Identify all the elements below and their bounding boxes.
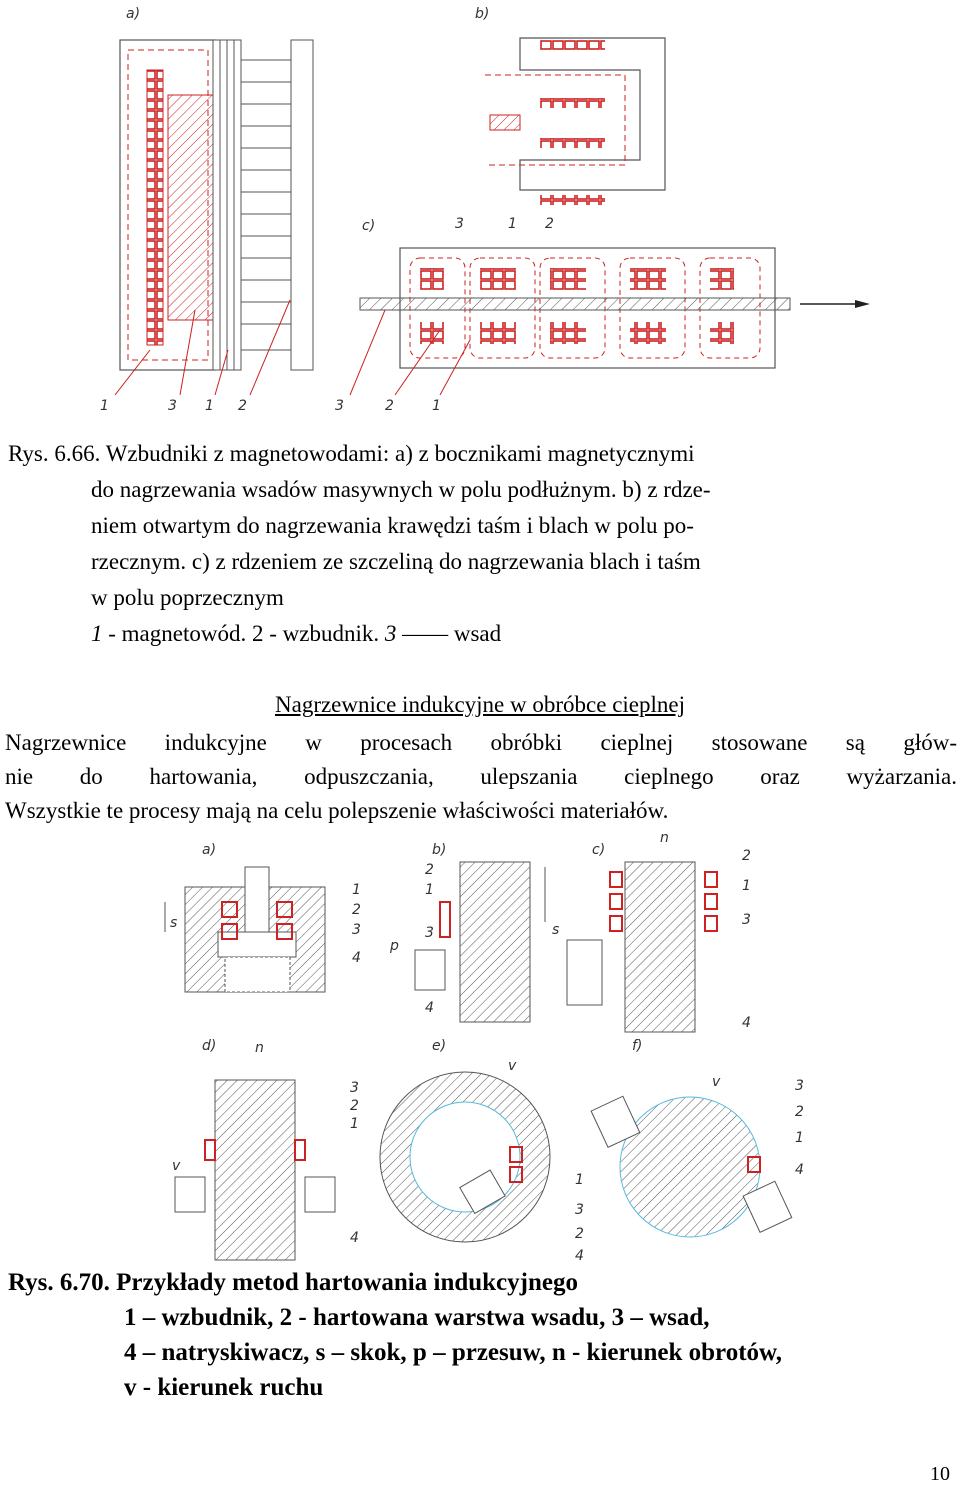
label-2f-1: 1: [795, 1130, 804, 1146]
label-2a-2: 2: [352, 902, 361, 918]
paragraph-line-1: Nagrzewnice indukcyjne w procesach obróbki cieplnej stosowane są głów-: [5, 730, 957, 755]
label-2e-1: 1: [575, 1172, 584, 1188]
label-2d-2: 2: [350, 1098, 359, 1114]
label-2e-v: v: [508, 1058, 517, 1074]
fig1-panel-a: [100, 6, 313, 414]
caption2-line3: 4 – natryskiwacz, s – skok, p – przesuw, n - kierunek obrotów,: [124, 1339, 782, 1366]
caption1-line1: Rys. 6.66. Wzbudniki z magnetowodami: a) z bocznikami magnetycznymi: [8, 441, 695, 466]
label-2a-1: 1: [352, 882, 361, 898]
caption1-legend: [8, 616, 953, 652]
paragraph-line-3: Wszystkie te procesy mają na celu polepszenie właściwości materiałów.: [5, 798, 669, 823]
figure-6-70: [0, 832, 960, 1262]
label-2f-2: 2: [795, 1104, 804, 1120]
label-2d-n: n: [255, 1040, 264, 1056]
label-2f-v: v: [712, 1074, 721, 1090]
label-2f-3: 3: [795, 1078, 804, 1094]
label-2a-4: 4: [352, 950, 361, 966]
label-2b: b): [432, 842, 447, 858]
caption1-line5: w polu poprzecznym: [91, 585, 284, 610]
label-2f-4: 4: [795, 1162, 804, 1178]
fig2-panel-c: [545, 832, 751, 1032]
label-c-2: 2: [385, 398, 394, 414]
label-2e-4: 4: [575, 1248, 584, 1262]
label-2c-3: 3: [742, 912, 751, 928]
label-2a: a): [202, 842, 217, 858]
label-2b-3: 3: [425, 925, 434, 941]
label-c-1-top: 1: [508, 216, 517, 232]
paragraph-line-2: nie do hartowania, odpuszczania, ulepszania cieplnego oraz wyżarzania.: [5, 764, 957, 789]
label-a-1: 1: [100, 398, 109, 414]
figure-6-66: [0, 0, 960, 420]
label-2d-4: 4: [350, 1230, 359, 1246]
caption1-line2: do nagrzewania wsadów masywnych w polu podłużnym. b) z rdze-: [91, 477, 711, 502]
label-a: a): [126, 6, 141, 22]
label-2b-4: 4: [425, 1000, 434, 1016]
legend-1-text: - magnetowód. 2 - wzbudnik.: [102, 621, 385, 646]
label-c-3: 3: [335, 398, 344, 414]
label-2a-3: 3: [352, 922, 361, 938]
label-a-3: 3: [168, 398, 177, 414]
fig1-panel-c: [335, 216, 870, 414]
label-c-2-top: 2: [545, 216, 554, 232]
label-2b-2: 2: [425, 862, 434, 878]
label-2c-2: 2: [742, 848, 751, 864]
label-c-3-top: 3: [455, 216, 464, 232]
fig1-panel-b: [475, 6, 665, 205]
section-heading: [0, 692, 960, 718]
label-b: b): [475, 6, 490, 22]
label-2a-s: s: [170, 915, 178, 931]
fig2-panel-a: [165, 842, 361, 992]
caption1-line4: rzecznym. c) z rdzeniem ze szczeliną do nagrzewania blach i taśm: [91, 549, 701, 574]
caption2-line2: 1 – wzbudnik, 2 - hartowana warstwa wsadu, 3 – wsad,: [124, 1304, 710, 1331]
label-2d-1: 1: [350, 1116, 359, 1132]
label-2d: d): [202, 1038, 217, 1054]
label-2e-3: 3: [575, 1202, 584, 1218]
label-2d-v: v: [172, 1158, 181, 1174]
section-heading-text: Nagrzewnice indukcyjne w obróbce cieplnej: [275, 692, 685, 717]
label-2e: e): [432, 1038, 447, 1054]
section-paragraph: [5, 726, 957, 828]
fig2-panel-e: [380, 1038, 584, 1262]
caption2-line4: v - kierunek ruchu: [124, 1374, 324, 1401]
label-c-1: 1: [432, 398, 441, 414]
label-2f: f): [632, 1038, 643, 1054]
label-a-2: 2: [238, 398, 247, 414]
label-2e-2: 2: [575, 1226, 584, 1242]
page-number: 10: [930, 1463, 950, 1485]
legend-1-num: 1: [91, 621, 103, 646]
fig2-panel-d: [172, 1038, 359, 1260]
label-2c-1: 1: [742, 878, 751, 894]
caption2-line1: Rys. 6.70. Przykłady metod hartowania indukcyjnego: [8, 1269, 578, 1296]
fig2-panel-b: [389, 842, 530, 1022]
label-2c-n: n: [660, 832, 669, 846]
label-c: c): [362, 218, 376, 234]
label-2b-p: p: [390, 938, 399, 954]
legend-3-num: 3: [384, 621, 397, 646]
caption-6-70: [8, 1265, 953, 1405]
label-2c-4: 4: [742, 1015, 751, 1031]
label-2b-1: 1: [425, 882, 434, 898]
caption1-line3: niem otwartym do nagrzewania krawędzi taśm i blach w polu po-: [91, 513, 694, 538]
legend-3-text: —— wsad: [396, 621, 502, 646]
label-a-1b: 1: [205, 398, 214, 414]
label-2c-s: s: [552, 922, 560, 938]
label-2c: c): [592, 842, 606, 858]
caption-6-66: [8, 436, 953, 652]
fig2-panel-f: [591, 1038, 804, 1237]
label-2d-3: 3: [350, 1080, 359, 1096]
